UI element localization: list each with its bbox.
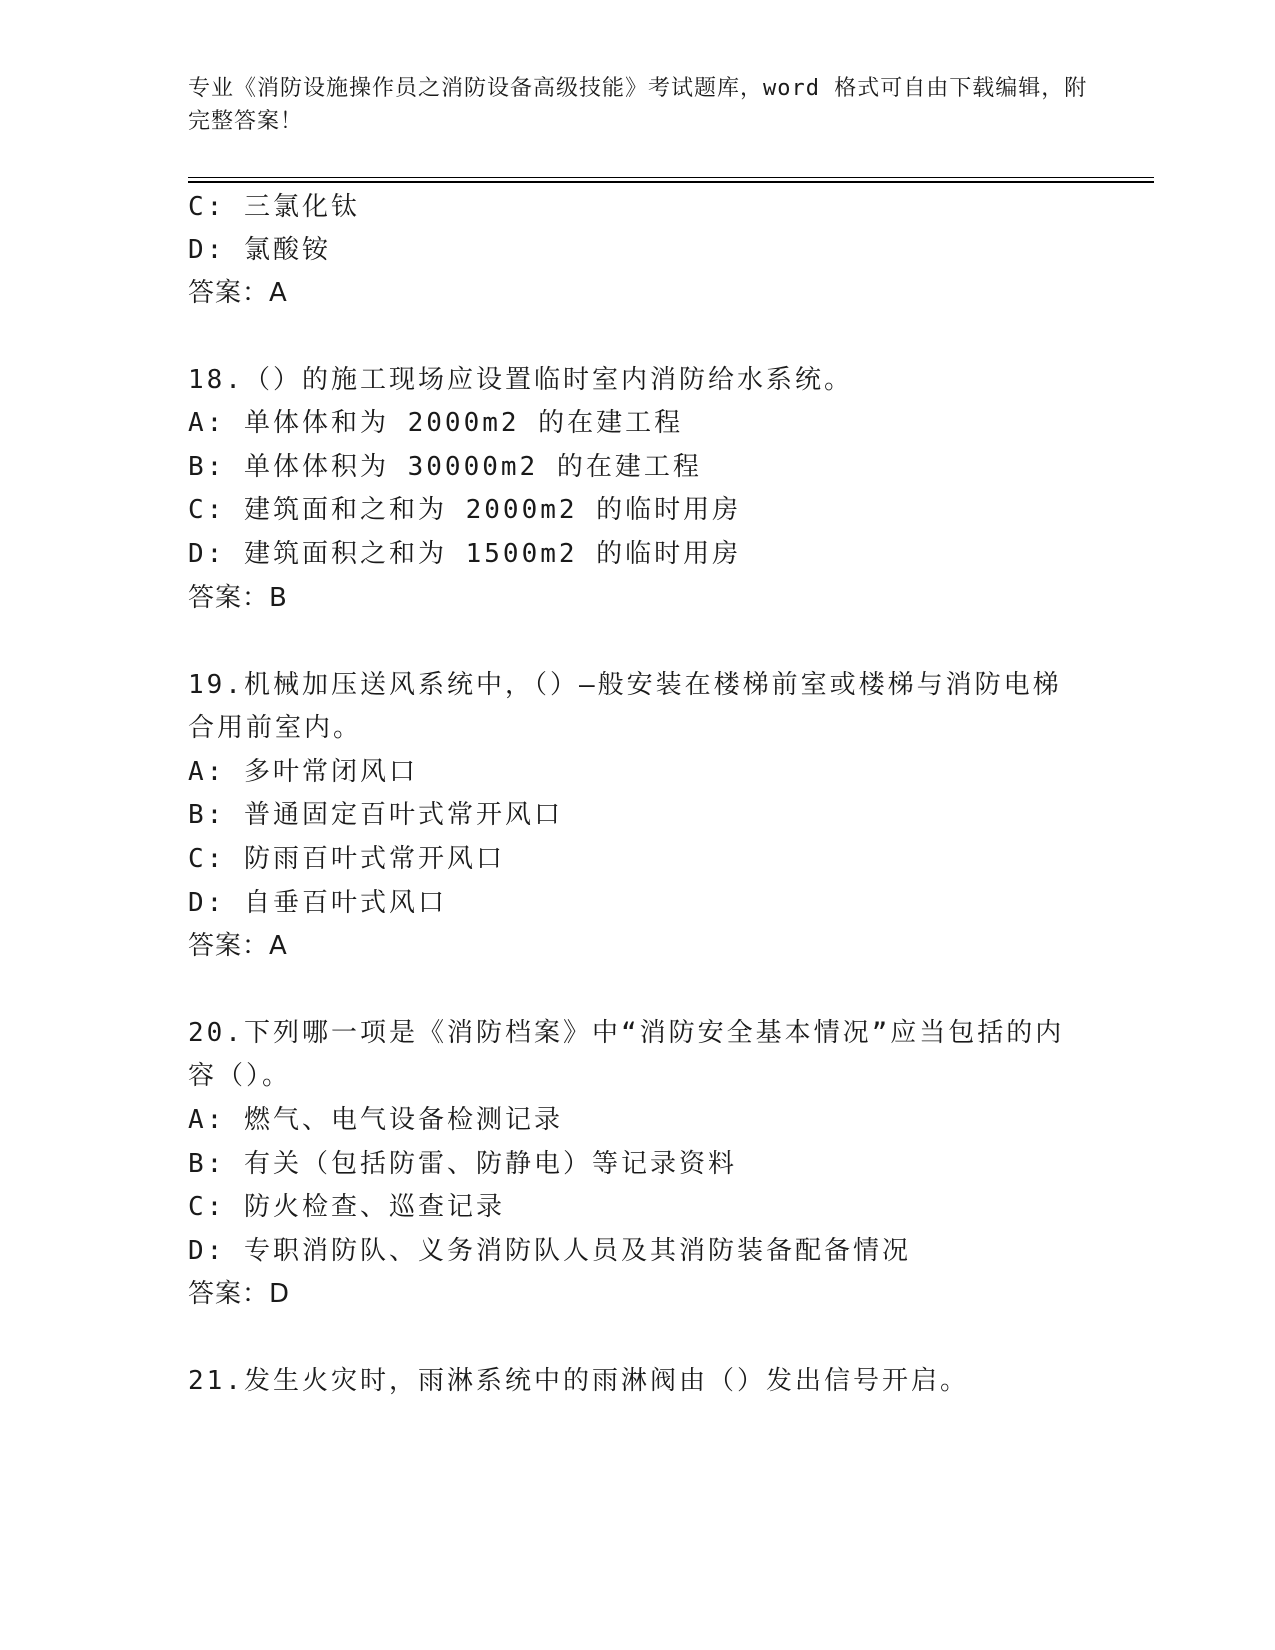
q19-stem-line1: 19.机械加压送风系统中，（）—般安装在楼梯前室或楼梯与消防电梯: [188, 670, 1062, 700]
q18-answer: 答案：B: [188, 583, 288, 613]
q20-option-a: A: 燃气、电气设备检测记录: [188, 1105, 563, 1135]
q19-option-c: C: 防雨百叶式常开风口: [188, 844, 505, 874]
q19-option-a: A: 多叶常闭风口: [188, 757, 418, 787]
q20-answer: 答案：D: [188, 1279, 291, 1309]
q18-option-d: D: 建筑面积之和为 1500m2 的临时用房: [188, 539, 742, 569]
q21-stem: 21.发生火灾时，雨淋系统中的雨淋阀由（）发出信号开启。: [188, 1366, 969, 1396]
q20-stem-line1: 20.下列哪一项是《消防档案》中“消防安全基本情况”应当包括的内: [188, 1018, 1065, 1048]
q19-answer: 答案：A: [188, 931, 288, 961]
q20-option-b: B: 有关（包括防雷、防静电）等记录资料: [188, 1149, 737, 1179]
q20-option-c: C: 防火检查、巡查记录: [188, 1192, 505, 1222]
q18-option-b: B: 单体体积为 30000m2 的在建工程: [188, 452, 702, 482]
header-divider-thin: [188, 177, 1154, 178]
prev-option-c: C: 三氯化钛: [188, 192, 360, 222]
q19-stem-line2: 合用前室内。: [188, 713, 363, 743]
q18-stem: 18.（）的施工现场应设置临时室内消防给水系统。: [188, 365, 853, 395]
prev-answer: 答案：A: [188, 278, 288, 308]
q19-option-d: D: 自垂百叶式风口: [188, 888, 447, 918]
header-divider-thick: [188, 181, 1154, 183]
q18-option-c: C: 建筑面和之和为 2000m2 的临时用房: [188, 495, 742, 525]
q20-option-d: D: 专职消防队、义务消防队人员及其消防装备配备情况: [188, 1236, 911, 1266]
document-header: 专业《消防设施操作员之消防设备高级技能》考试题库，word 格式可自由下载编辑，附完整答案！: [188, 76, 1088, 134]
q19-option-b: B: 普通固定百叶式常开风口: [188, 800, 563, 830]
prev-option-d: D: 氯酸铵: [188, 235, 331, 265]
q20-stem-line2: 容（）。: [188, 1061, 292, 1091]
q18-option-a: A: 单体体和为 2000m2 的在建工程: [188, 408, 684, 438]
